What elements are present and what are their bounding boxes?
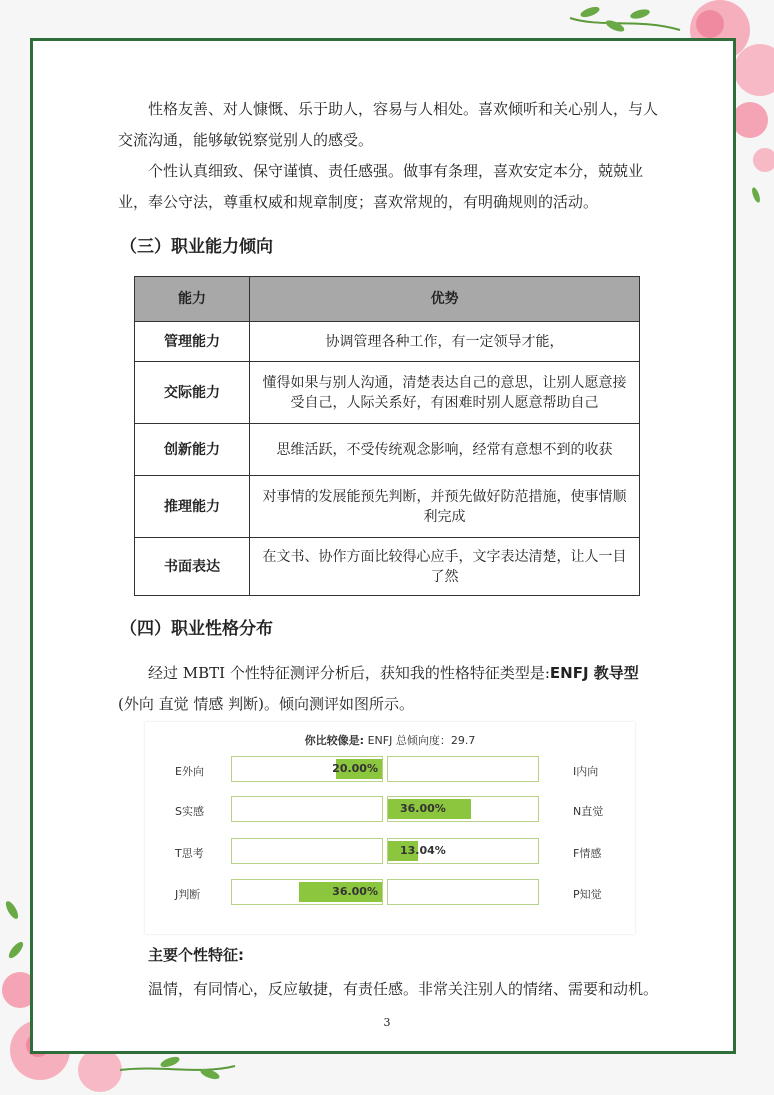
mbti-right-label: P知觉 <box>573 888 602 901</box>
ability-desc: 在文书、协作方面比较得心应手，文字表达清楚，让人一目了然 <box>250 538 640 596</box>
personality-paragraph-2: 个性认真细致、保守谨慎、责任感强。做事有条理，喜欢安定本分，兢兢业业，奉公守法，尊重权威和规章制度；喜欢常规的，有明确规则的活动。 <box>118 162 644 211</box>
mbti-value-label: 36.00% <box>332 885 378 898</box>
mbti-row <box>145 756 635 784</box>
mbti-chart <box>145 722 635 934</box>
mbti-bar-right <box>387 796 539 822</box>
table-row <box>135 476 640 538</box>
ability-name: 交际能力 <box>135 362 250 424</box>
mbti-value-label: 13.04% <box>400 844 446 857</box>
mbti-chart-title: 你比较像是: ENFJ 总倾向度：29.7 <box>304 734 476 747</box>
mbti-bar-left <box>231 879 383 905</box>
mbti-right-label: I内向 <box>573 765 599 778</box>
personality-paragraph-1: 性格友善、对人慷慨、乐于助人，容易与人相处。喜欢倾听和关心别人，与人交流沟通，能够敏锐察觉别人的感受。 <box>118 100 659 149</box>
mbti-left-label: S实感 <box>175 805 204 818</box>
table-header-row <box>135 277 640 322</box>
mbti-right-label: F情感 <box>573 847 602 860</box>
mbti-bar-right <box>387 879 539 905</box>
mbti-bar-right <box>387 756 539 782</box>
mbti-left-label: T思考 <box>175 847 204 860</box>
ability-name: 推理能力 <box>135 476 250 538</box>
section-4-heading: （四）职业性格分布 <box>120 619 273 639</box>
ability-name: 管理能力 <box>135 322 250 362</box>
mbti-row <box>145 879 635 907</box>
ability-desc: 思维活跃，不受传统观念影响，经常有意想不到的收获 <box>250 424 640 476</box>
traits-text: 温情，有同情心，反应敏捷，有责任感。非常关注别人的情绪、需要和动机。 <box>148 980 659 998</box>
mbti-value-label: 36.00% <box>400 802 446 815</box>
header-advantage: 优势 <box>250 277 640 322</box>
traits-heading: 主要个性特征: <box>148 946 244 964</box>
section-3-heading: （三）职业能力倾向 <box>120 237 273 257</box>
mbti-row <box>145 796 635 824</box>
mbti-left-label: E外向 <box>175 765 204 778</box>
mbti-bar-left <box>231 756 383 782</box>
table-row <box>135 538 640 596</box>
page-number: 3 <box>383 1016 391 1029</box>
mbti-type-bold: ENFJ 教导型 <box>549 664 639 682</box>
table-row <box>135 424 640 476</box>
mbti-left-label: J判断 <box>175 888 201 901</box>
mbti-bar-right <box>387 838 539 864</box>
mbti-right-label: N直觉 <box>573 805 604 818</box>
table-row <box>135 322 640 362</box>
ability-desc: 协调管理各种工作，有一定领导才能， <box>250 322 640 362</box>
mbti-row <box>145 838 635 866</box>
mbti-bar-left <box>231 838 383 864</box>
ability-name: 创新能力 <box>135 424 250 476</box>
table-row <box>135 362 640 424</box>
mbti-bar-left <box>231 796 383 822</box>
mbti-intro-paragraph: 经过 MBTI 个性特征测评分析后，获知我的性格特征类型是:ENFJ 教导型(外向 直觉 情感 判断)。倾向测评如图所示。 <box>118 664 639 713</box>
ability-table <box>134 276 640 596</box>
ability-desc: 对事情的发展能预先判断，并预先做好防范措施，使事情顺利完成 <box>250 476 640 538</box>
ability-desc: 懂得如果与别人沟通，清楚表达自己的意思，让别人愿意接受自己，人际关系好，有困难时别人愿意帮助自己 <box>250 362 640 424</box>
header-ability: 能力 <box>135 277 250 322</box>
mbti-value-label: 20.00% <box>332 762 378 775</box>
ability-name: 书面表达 <box>135 538 250 596</box>
